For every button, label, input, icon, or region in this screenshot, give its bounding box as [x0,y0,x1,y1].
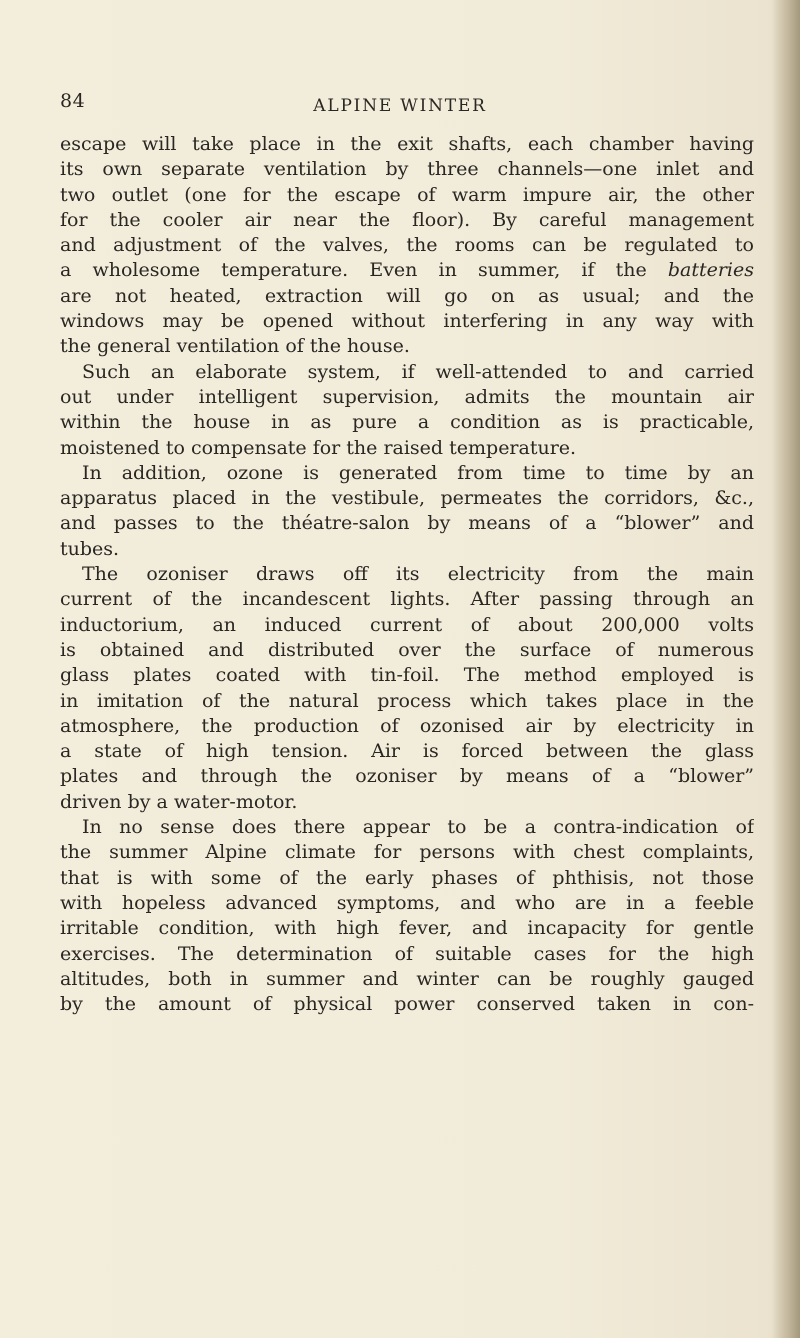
text-line: exercises. The determination of suitable cases for the high [60,942,754,965]
page-gutter-shadow [772,0,800,1338]
text-line: out under intelligent supervision, admits the mountain air [60,385,754,408]
text-line: Such an elaborate system, if well-attended to and carried [82,360,754,383]
text-line: and adjustment of the valves, the rooms can be regulated to [60,234,754,257]
text-line: that is with some of the early phases of phthisis, not those [60,866,754,889]
text-line: atmosphere, the production of ozonised air by electricity in [60,714,754,737]
text-line: current of the incandescent lights. After passing through an [60,588,754,611]
text-line: the summer Alpine climate for persons with chest complaints, [60,841,754,864]
text-line: tubes. [60,537,120,560]
text-line: within the house in as pure a condition as is practicable, [60,411,754,434]
text-line: in imitation of the natural process which takes place in the [60,689,754,712]
text-line: windows may be opened without interfering in any way with [60,310,754,333]
text-line: its own separate ventilation by three channels—one inlet and [60,158,754,181]
text-line: the general ventilation of the house. [60,335,410,358]
page-number: 84 [60,90,86,112]
text-line: driven by a water-motor. [60,790,298,813]
text-line: In no sense does there appear to be a contra-indication of [82,816,754,839]
text-line: with hopeless advanced symptoms, and who are in a feeble [60,891,754,914]
text-line: is obtained and distributed over the surface of numerous [60,638,754,661]
text-line: two outlet (one for the escape of warm impure air, the other [60,183,754,206]
text-line: plates and through the ozoniser by means of a “blower” [60,765,754,788]
running-title: ALPINE WINTER [313,96,487,116]
body-text [60,132,754,1017]
text-line: moistened to compensate for the raised temperature. [60,436,577,459]
text-line: glass plates coated with tin-foil. The method employed is [60,664,754,687]
text-line: a wholesome temperature. Even in summer, if the batteries [60,259,754,282]
italic-word: batteries [667,259,754,282]
text-line: irritable condition, with high fever, and incapacity for gentle [60,917,754,940]
text-line: are not heated, extraction will go on as usual; and the [60,284,754,307]
text-line: escape will take place in the exit shafts, each chamber having [60,133,754,155]
text-line: by the amount of physical power conserved taken in con- [60,993,754,1016]
text-line: inductorium, an induced current of about 200,000 volts [60,613,754,636]
text-line: altitudes, both in summer and winter can be roughly gauged [60,967,754,990]
text-line: for the cooler air near the floor). By careful management [60,208,754,231]
text-line: In addition, ozone is generated from time to time by an [82,461,754,484]
text-line: a state of high tension. Air is forced between the glass [60,740,754,763]
text-line: The ozoniser draws off its electricity from the main [82,563,754,586]
text-line: apparatus placed in the vestibule, permeates the corridors, &c., [60,487,754,510]
text-line: and passes to the théatre-salon by means of a “blower” and [60,512,754,535]
